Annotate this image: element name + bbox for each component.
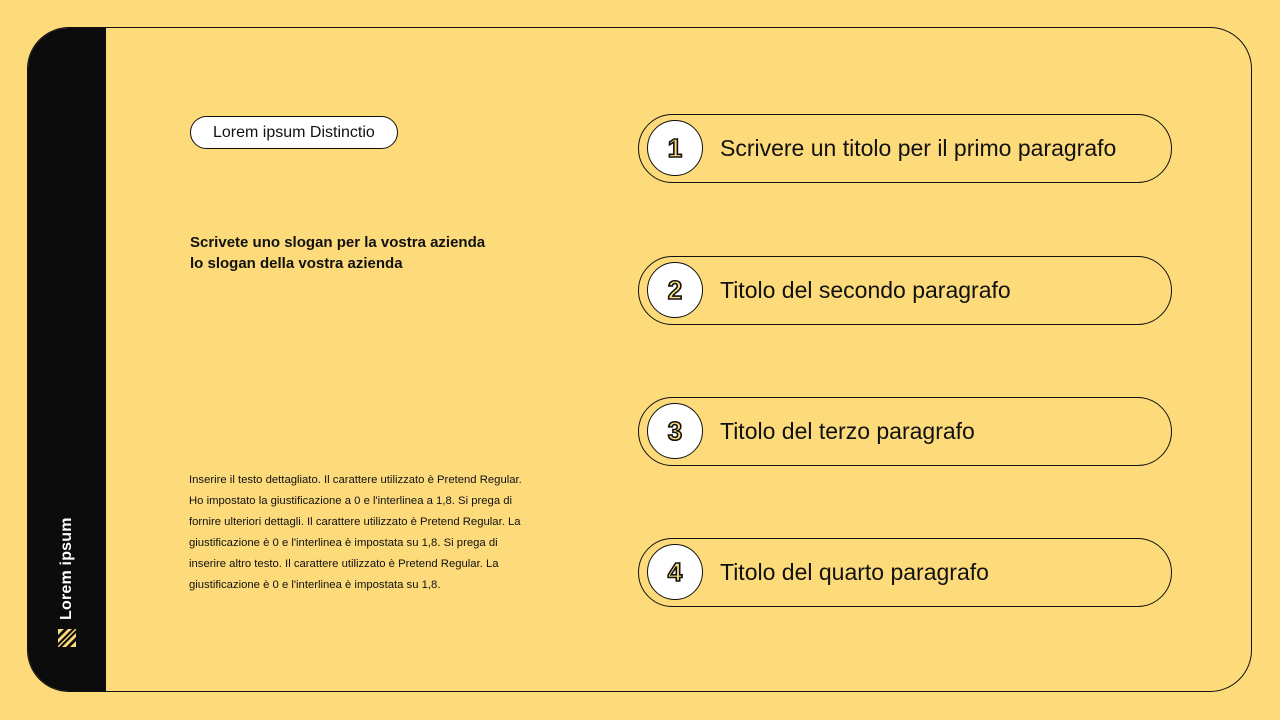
body-text: Inserire il testo dettagliato. Il carattere utilizzato è Pretend Regular. Ho impostato la giustificazione a 0 e l'interlinea a 1,8. Si prega di fornire ulteriori dettagli. Il carattere utilizzato è Pretend Regular. La giustificazione è 0 e l'interlinea è impostata su 1,8. Si prega di inserire altro testo. Il carattere utilizzato è Pretend Regular. La giustificazione è 0 e l'interlinea è impostata su 1,8. (189, 474, 522, 591)
sidebar (28, 28, 106, 691)
tag-label: Lorem ipsum Distinctio (213, 123, 375, 141)
tag-pill (190, 116, 398, 149)
slide (27, 27, 1252, 692)
brand (58, 517, 76, 647)
slogan (190, 232, 550, 274)
slogan-line-2: lo slogan della vostra azienda (190, 255, 403, 272)
item-number-badge: 1 (647, 120, 703, 176)
list-item-2 (638, 256, 1172, 325)
diagonal-stripes-logo-icon (58, 629, 76, 647)
item-number-badge: 4 (647, 544, 703, 600)
list-item-1 (638, 114, 1172, 183)
item-title: Titolo del secondo paragrafo (720, 276, 1011, 303)
item-title: Titolo del quarto paragrafo (720, 558, 989, 585)
item-title: Scrivere un titolo per il primo paragrafo (720, 134, 1117, 161)
item-number-badge: 2 (647, 262, 703, 318)
list-item-3 (638, 397, 1172, 466)
list-item-4 (638, 538, 1172, 607)
slogan-line-1: Scrivete uno slogan per la vostra azienda (190, 234, 486, 251)
item-number-badge: 3 (647, 403, 703, 459)
item-title: Titolo del terzo paragrafo (720, 417, 975, 444)
brand-name: Lorem ipsum (58, 517, 75, 620)
